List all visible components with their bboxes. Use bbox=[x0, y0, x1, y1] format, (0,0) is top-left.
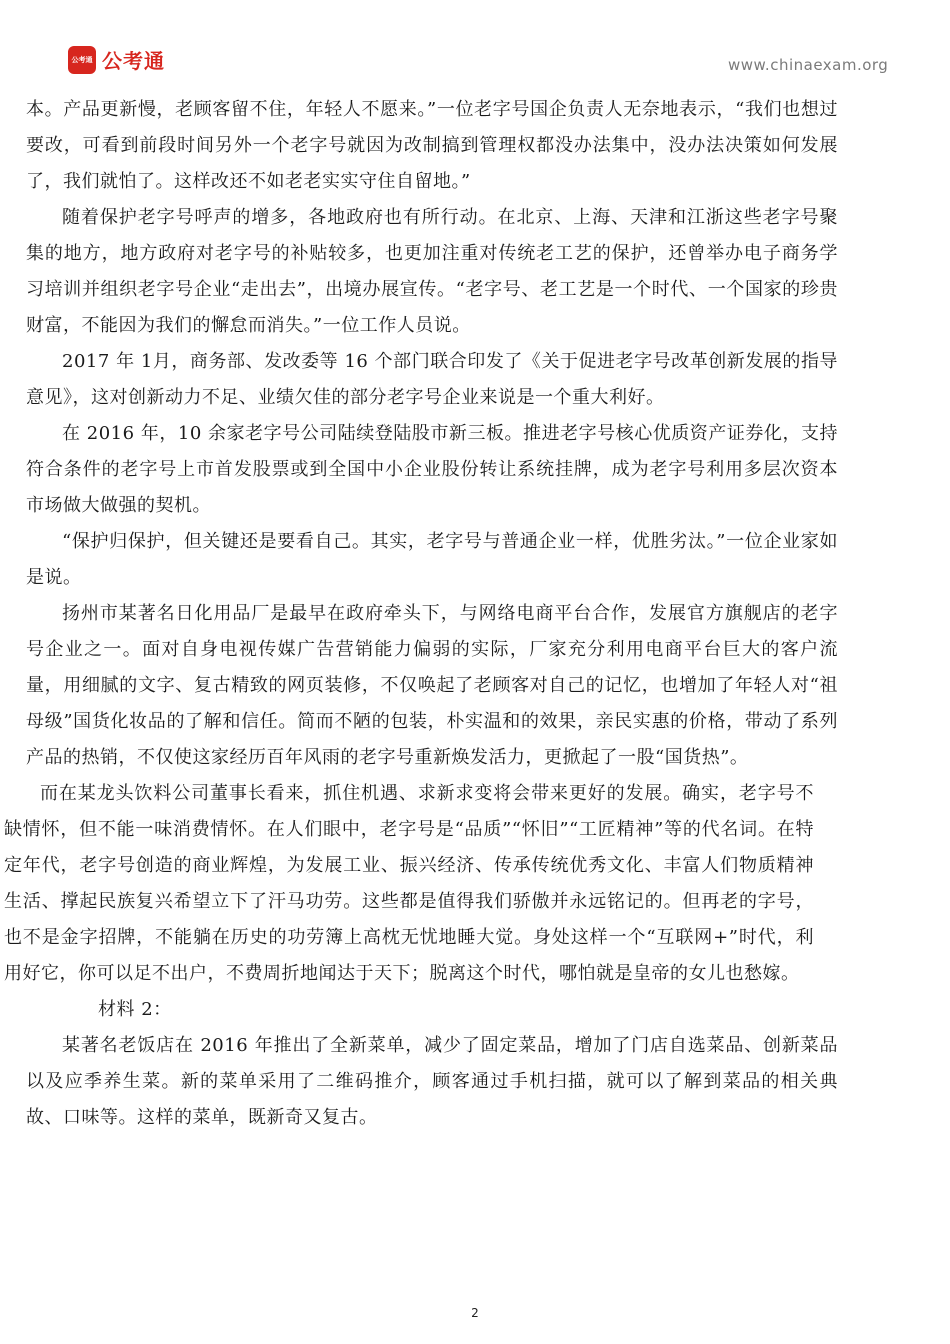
logo-text: 公考通 bbox=[102, 49, 165, 73]
paragraph: 2017 年 1月，商务部、发改委等 16 个部门联合印发了《关于促进老字号改革创新发展的指导意见》，这对创新动力不足、业绩欠佳的部分老字号企业来说是一个重大利好。 bbox=[26, 351, 838, 408]
section-label: 材料 2： bbox=[98, 999, 172, 1020]
paragraph: “保护归保护，但关键还是要看自己。其实，老字号与普通企业一样，优胜劣汰。”一位企业家如是说。 bbox=[26, 531, 838, 588]
document-body bbox=[0, 92, 950, 1136]
paragraph: 扬州市某著名日化用品厂是最早在政府牵头下，与网络电商平台合作，发展官方旗舰店的老字号企业之一。面对自身电视传媒广告营销能力偏弱的实际，厂家充分利用电商平台巨大的客户流量，用细腻的文字、复古精致的网页装修，不仅唤起了老顾客对自己的记忆，也增加了年轻人对“祖母级”国货化妆品的了解和信任。简而不陋的包装，朴实温和的效果，亲民实惠的价格，带动了系列产品的热销，不仅使这家经历百年风雨的老字号重新焕发活力，更掀起了一股“国货热”。 bbox=[26, 603, 838, 768]
page-number: 2 bbox=[471, 1306, 479, 1320]
brand-logo[interactable] bbox=[68, 45, 165, 74]
page-header bbox=[0, 0, 950, 100]
paragraph-continued: 本。产品更新慢，老顾客留不住，年轻人不愿来。”一位老字号国企负责人无奈地表示，“我们也想过要改，可看到前段时间另外一个老字号就因为改制搞到管理权都没办法集中，没办法决策如何发展了，我们就怕了。这样改还不如老老实实守住自留地。” bbox=[26, 99, 838, 192]
paragraph: 而在某龙头饮料公司董事长看来，抓住机遇、求新求变将会带来更好的发展。确实，老字号不缺情怀，但不能一味消费情怀。在人们眼中，老字号是“品质”“怀旧”“工匠精神”等的代名词。在特定年代，老字号创造的商业辉煌，为发展工业、振兴经济、传承传统优秀文化、丰富人们物质精神生活、撑起民族复兴希望立下了汗马功劳。这些都是值得我们骄傲并永远铭记的。但再老的字号，也不是金字招牌，不能躺在历史的功劳簿上高枕无忧地睡大觉。身处这样一个“互联网+”时代，利用好它，你可以足不出户，不费周折地闻达于天下；脱离这个时代，哪怕就是皇帝的女儿也愁嫁。 bbox=[4, 783, 814, 984]
paragraph: 随着保护老字号呼声的增多，各地政府也有所行动。在北京、上海、天津和江浙这些老字号聚集的地方，地方政府对老字号的补贴较多，也更加注重对传统老工艺的保护，还曾举办电子商务学习培训并组织老字号企业“走出去”，出境办展宣传。“老字号、老工艺是一个时代、一个国家的珍贵财富，不能因为我们的懈怠而消失。”一位工作人员说。 bbox=[26, 207, 838, 336]
paragraph: 在 2016 年，10 余家老字号公司陆续登陆股市新三板。推进老字号核心优质资产证券化，支持符合条件的老字号上市首发股票或到全国中小企业股份转让系统挂牌，成为老字号利用多层次资本市场做大做强的契机。 bbox=[26, 423, 838, 516]
paragraph: 某著名老饭店在 2016 年推出了全新菜单，减少了固定菜品，增加了门店自选菜品、创新菜品以及应季养生菜。新的菜单采用了二维码推介，顾客通过手机扫描，就可以了解到菜品的相关典故、口味等。这样的菜单，既新奇又复古。 bbox=[26, 1035, 838, 1128]
site-url: www.chinaexam.org bbox=[728, 56, 889, 74]
logo-icon: 公考通 bbox=[68, 46, 96, 74]
